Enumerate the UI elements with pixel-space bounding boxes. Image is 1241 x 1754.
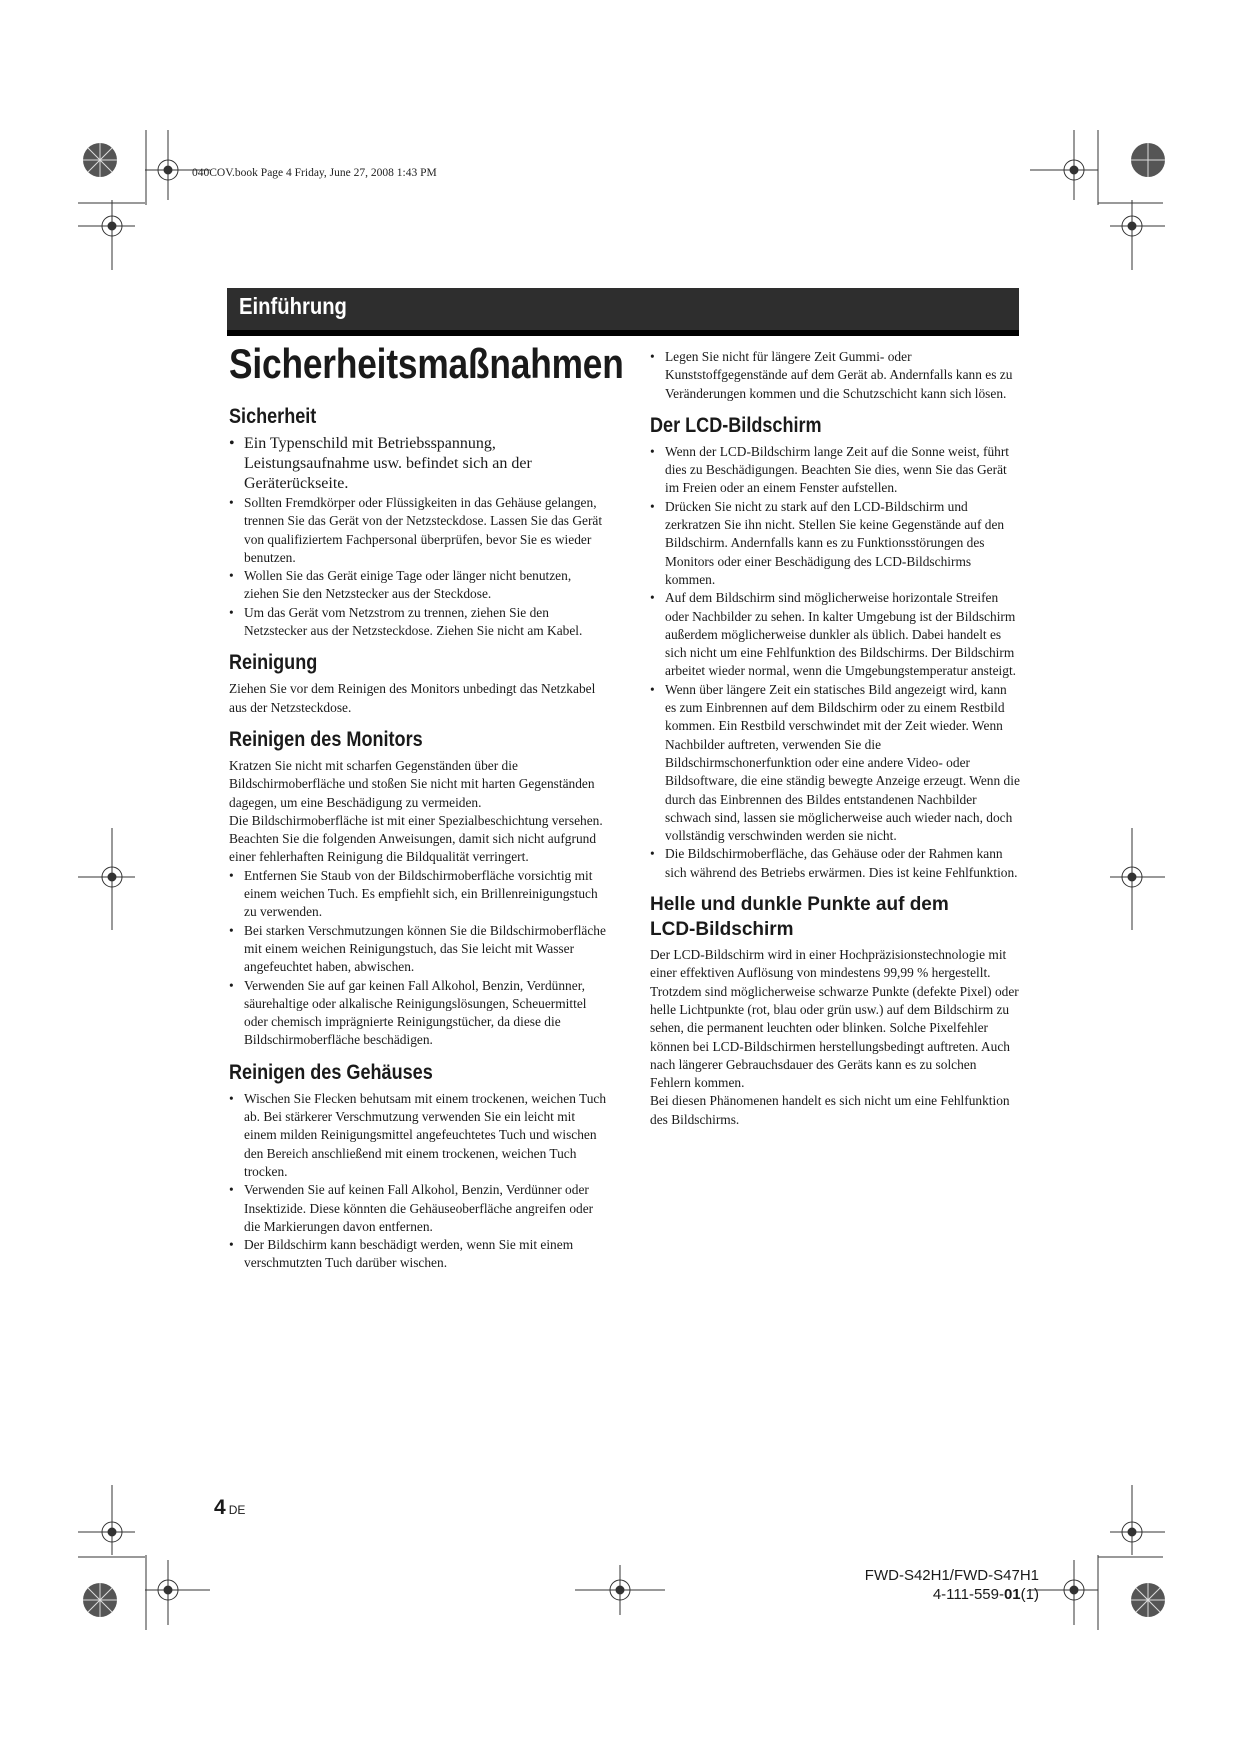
heading-reinigung: Reinigung <box>229 651 318 675</box>
section-bar <box>227 288 1019 336</box>
list-item: • Wenn der LCD-Bildschirm lange Zeit auf die Sonne weist, führt dies zu Beschädigungen. Beachten Sie dies, wenn Sie das Gerät im Freien oder an einem Fenster aufstellen. <box>650 443 1020 498</box>
page-title: Sicherheitsmaßnahmen <box>229 340 624 387</box>
page-language: DE <box>228 1503 246 1517</box>
section-title: Einführung <box>239 293 347 319</box>
heading-sicherheit: Sicherheit <box>229 405 317 428</box>
list-item: • Legen Sie nicht für längere Zeit Gummi- oder Kunststoffgegenstände auf dem Gerät ab. Andernfalls kann es zu Veränderungen kommen und die Schutzschicht kann sich lösen. <box>650 348 1020 403</box>
heading-reinigen-gehaeuse: Reinigen des Gehäuses <box>229 1060 433 1084</box>
page-number-value: 4 <box>214 1496 226 1519</box>
part-code <box>865 1585 1039 1604</box>
intro-list <box>650 348 1020 403</box>
list-item: • Drücken Sie nicht zu stark auf den LCD-Bildschirm und zerkratzen Sie ihn nicht. Stellen Sie keine Gegenstände auf den Bildschirm. Andernfalls kann es zu Funktionsstörungen des Monitors oder einer Beschädigung des LCD-Bildschirms kommen. <box>650 498 1020 589</box>
paragraph: Beachten Sie die folgenden Anweisungen, damit sich nicht aufgrund einer fehlerhaften Reinigung die Bildqualität verringert. <box>229 831 597 865</box>
left-column <box>229 404 607 1283</box>
heading-punkte: Helle und dunkle Punkte auf dem LCD-Bildschirm <box>650 894 949 941</box>
reinigung-text: Ziehen Sie vor dem Reinigen des Monitors unbedingt das Netzkabel aus der Netzsteckdose. <box>229 681 596 715</box>
file-info: 040COV.book Page 4 Friday, June 27, 2008 1:43 PM <box>192 167 437 179</box>
list-item: • Ein Typenschild mit Betriebsspannung, Leistungsaufnahme usw. befindet sich an der Geräterückseite. <box>229 434 607 494</box>
model-name: FWD-S42H1/FWD-S47H1 <box>864 1567 1039 1584</box>
paragraph: Die Bildschirmoberfläche ist mit einer Spezialbeschichtung versehen. <box>229 812 603 828</box>
list-item: • Entfernen Sie Staub von der Bildschirmoberfläche vorsichtig mit einem weichen Tuch. Es empfiehlt sich, ein Brillenreinigungstuch zu verwenden. <box>229 867 607 922</box>
list-item: • Die Bildschirmoberfläche, das Gehäuse oder der Rahmen kann sich während des Betriebs erwärmen. Dies ist keine Fehlfunktion. <box>650 845 1020 882</box>
list-item: • Verwenden Sie auf keinen Fall Alkohol, Benzin, Verdünner oder Insektizide. Diese könnten die Gehäuseoberfläche angreifen oder die Markierungen davon entfernen. <box>229 1181 607 1236</box>
right-column <box>650 348 1020 1129</box>
model-info <box>865 1566 1039 1604</box>
list-item: • Um das Gerät vom Netzstrom zu trennen, ziehen Sie den Netzstecker aus der Netzsteckdose. Ziehen Sie nicht am Kabel. <box>229 604 607 641</box>
part-code-suffix: (1) <box>1020 1586 1039 1603</box>
part-code-bold: 01 <box>1003 1586 1021 1603</box>
list-item: • Auf dem Bildschirm sind möglicherweise horizontale Streifen oder Nachbilder zu sehen. In kalter Umgebung ist der Bildschirm außerdem möglicherweise dunkler als üblich. Dabei handelt es sich nicht um eine Fehlfunktion des Bildschirms. Der Bildschirm arbeitet wieder normal, wenn die Umgebungstemperatur ansteigt. <box>650 589 1020 680</box>
lcd-list <box>650 443 1020 882</box>
list-item: • Verwenden Sie auf gar keinen Fall Alkohol, Benzin, Verdünner, säurehaltige oder alkalische Reinigungslösungen, Scheuermittel oder chemisch imprägnierte Reinigungstücher, da diese die Bildschirmoberfläche beschädigen. <box>229 977 607 1050</box>
paragraph: Kratzen Sie nicht mit scharfen Gegenständen über die Bildschirmoberfläche und stoßen Sie nicht mit harten Gegenständen dagegen, um eine Beschädigung zu vermeiden. <box>229 757 595 810</box>
list-item: • Der Bildschirm kann beschädigt werden, wenn Sie mit einem verschmutzten Tuch darüber wischen. <box>229 1236 607 1273</box>
sicherheit-list <box>229 434 607 640</box>
list-item: • Bei starken Verschmutzungen können Sie die Bildschirmoberfläche mit einem weichen Reinigungstuch, das Sie leicht mit Wasser angefeuchtet haben, abwischen. <box>229 922 607 977</box>
list-item: • Wollen Sie das Gerät einige Tage oder länger nicht benutzen, ziehen Sie den Netzstecker aus der Steckdose. <box>229 567 607 604</box>
heading-reinigen-monitor: Reinigen des Monitors <box>229 727 423 751</box>
part-code-prefix: 4-111-559- <box>932 1586 1004 1603</box>
list-item: • Wischen Sie Flecken behutsam mit einem trockenen, weichen Tuch ab. Bei stärkerer Verschmutzung verwenden Sie ein leicht mit einem milden Reinigungsmittel angefeuchtetes Tuch und wischen den Bereich anschließend mit einem trockenen, weichen Tuch trocken. <box>229 1090 607 1181</box>
page-number <box>214 1496 245 1520</box>
list-item: • Wenn über längere Zeit ein statisches Bild angezeigt wird, kann es zum Einbrennen auf dem Bildschirm oder zu einem Restbild kommen. Ein Restbild verschwindet mit der Zeit wieder. Wenn Nachbilder auftreten, verwenden Sie die Bildschirmschonerfunktion oder eine andere Video- oder Bildsoftware, die eine ständig bewegte Anzeige erzeugt. Wenn die durch das Einbrennen des Bildes entstandenen Nachbilder schwach sind, lassen sie möglicherweise auch wieder nach, doch vollständig verschwinden werden sie nicht. <box>650 681 1020 846</box>
reinigen-gehaeuse-list <box>229 1090 607 1273</box>
list-item: • Sollten Fremdkörper oder Flüssigkeiten in das Gehäuse gelangen, trennen Sie das Gerät von der Netzsteckdose. Lassen Sie das Gerät von qualifiziertem Fachpersonal überprüfen, bevor Sie es wieder benutzen. <box>229 494 607 567</box>
reinigen-monitor-list <box>229 867 607 1050</box>
paragraph: Bei diesen Phänomenen handelt es sich nicht um eine Fehlfunktion des Bildschirms. <box>650 1093 1010 1127</box>
heading-lcd: Der LCD-Bildschirm <box>650 413 822 437</box>
paragraph: Der LCD-Bildschirm wird in einer Hochpräzisionstechnologie mit einer effektiven Auflösung von mindestens 99,99 % hergestellt. Trotzdem sind möglicherweise schwarze Punkte (defekte Pixel) oder helle Lichtpunkte (rot, blau oder grün usw.) auf dem Bildschirm zu sehen, die permanent leuchten oder blinken. Solche Pixelfehler können bei LCD-Bildschirmen herstellungsbedingt auftreten. Auch nach längerer Gebrauchsdauer des Geräts kann es zu solchen Fehlern kommen. <box>650 947 1019 1091</box>
